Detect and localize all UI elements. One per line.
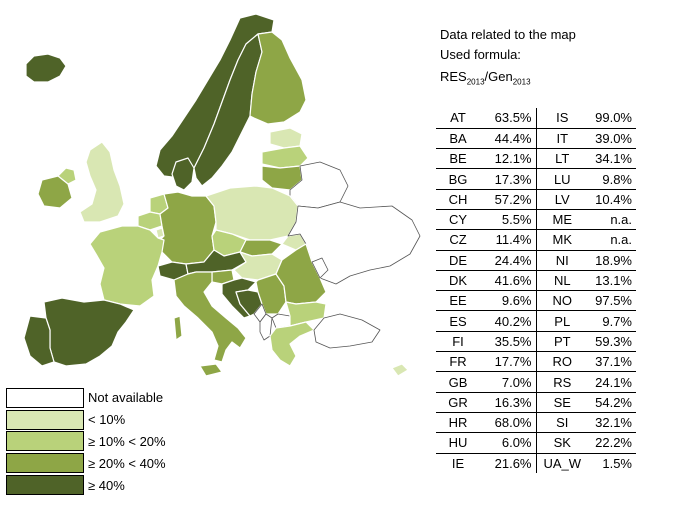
country-code: NI xyxy=(536,250,588,270)
country-code: GR xyxy=(436,392,480,412)
country-code: RS xyxy=(536,372,588,392)
share-value: 54.2% xyxy=(588,392,636,412)
country-code: UA_W xyxy=(536,453,588,473)
share-value: 37.1% xyxy=(588,352,636,372)
country-code: LU xyxy=(536,169,588,189)
table-row xyxy=(436,189,636,209)
share-value: 99.0% xyxy=(588,108,636,128)
table-row xyxy=(436,149,636,169)
legend-label: ≥ 20% < 40% xyxy=(88,455,166,471)
country-code: IS xyxy=(536,108,588,128)
country-code: BE xyxy=(436,149,480,169)
share-value: 17.7% xyxy=(480,352,536,372)
table-row xyxy=(436,331,636,351)
country-code: CY xyxy=(436,209,480,229)
region-gb xyxy=(80,142,124,222)
country-code: FR xyxy=(436,352,480,372)
share-value: 39.0% xyxy=(588,128,636,148)
legend-swatch xyxy=(6,410,84,430)
legend-item xyxy=(6,431,206,453)
country-code: IT xyxy=(536,128,588,148)
region-lv xyxy=(262,146,308,168)
table-row xyxy=(436,169,636,189)
legend-swatch xyxy=(6,388,84,408)
share-value: 13.1% xyxy=(588,270,636,290)
share-value: 24.1% xyxy=(588,372,636,392)
country-code: EE xyxy=(436,291,480,311)
share-value: 18.9% xyxy=(588,250,636,270)
share-value: 1.5% xyxy=(602,455,632,471)
country-code: SI xyxy=(536,412,588,432)
share-value: 9.6% xyxy=(480,291,536,311)
legend-label: ≥ 40% xyxy=(88,477,125,493)
region-ee xyxy=(270,128,302,148)
region-gr xyxy=(270,322,314,366)
table-row xyxy=(436,209,636,229)
region-cy xyxy=(392,364,408,376)
formula-heading: Used formula: xyxy=(440,47,521,62)
share-value: 6.0% xyxy=(480,433,536,453)
table-row xyxy=(436,453,636,473)
country-code: ME xyxy=(536,209,588,229)
share-value: 63.5% xyxy=(480,108,536,128)
legend-item xyxy=(6,387,206,409)
share-value: 32.1% xyxy=(588,412,636,432)
share-value: 16.3% xyxy=(480,392,536,412)
region-tr xyxy=(314,314,380,348)
table-row xyxy=(436,230,636,250)
country-code: BG xyxy=(436,169,480,189)
country-code: PL xyxy=(536,311,588,331)
country-code: MK xyxy=(536,230,588,250)
table-row xyxy=(436,352,636,372)
table-row xyxy=(436,108,636,128)
table-row xyxy=(436,128,636,148)
country-code: FI xyxy=(436,331,480,351)
share-value: 21.6% xyxy=(494,455,532,471)
formula-denominator: /Gen xyxy=(484,69,513,84)
share-value: 9.8% xyxy=(588,169,636,189)
country-code: HU xyxy=(436,433,480,453)
table-row xyxy=(436,311,636,331)
country-code: CZ xyxy=(436,230,480,250)
share-value: 35.5% xyxy=(480,331,536,351)
share-value: 24.4% xyxy=(480,250,536,270)
country-code: CH xyxy=(436,189,480,209)
data-table xyxy=(436,108,636,473)
table-row xyxy=(436,291,636,311)
share-value: 5.5% xyxy=(480,209,536,229)
formula-numerator-year: 2013 xyxy=(466,77,485,87)
share-value: 12.1% xyxy=(480,149,536,169)
share-value: 7.0% xyxy=(480,372,536,392)
legend-swatch xyxy=(6,475,84,495)
legend-label: < 10% xyxy=(88,412,126,428)
country-code: SE xyxy=(536,392,588,412)
formula-numerator: RES xyxy=(440,69,467,84)
country-code: SK xyxy=(536,433,588,453)
country-code: IE xyxy=(451,455,465,471)
share-value: 17.3% xyxy=(480,169,536,189)
country-code: ES xyxy=(436,311,480,331)
legend xyxy=(6,387,206,496)
country-code: GB xyxy=(436,372,480,392)
share-value: n.a. xyxy=(588,209,636,229)
legend-item xyxy=(6,452,206,474)
country-code: LV xyxy=(536,189,588,209)
table-row xyxy=(436,433,636,453)
country-code: BA xyxy=(436,128,480,148)
region-it-sicily xyxy=(200,364,222,376)
country-code: HR xyxy=(436,412,480,432)
legend-swatch xyxy=(6,431,84,451)
share-value: 9.7% xyxy=(588,311,636,331)
share-value: 59.3% xyxy=(588,331,636,351)
formula-denominator-year: 2013 xyxy=(512,77,531,87)
data-heading: Data related to the map xyxy=(440,27,576,42)
legend-swatch xyxy=(6,453,84,473)
country-code: RO xyxy=(536,352,588,372)
share-value: 40.2% xyxy=(480,311,536,331)
table-row xyxy=(436,392,636,412)
table-row xyxy=(436,250,636,270)
table-row xyxy=(436,270,636,290)
share-value: 22.2% xyxy=(588,433,636,453)
share-value: 41.6% xyxy=(480,270,536,290)
share-value: 34.1% xyxy=(588,149,636,169)
legend-label: ≥ 10% < 20% xyxy=(88,433,166,449)
share-value: n.a. xyxy=(588,230,636,250)
share-value: 10.4% xyxy=(588,189,636,209)
country-code: LT xyxy=(536,149,588,169)
region-it-sardinia xyxy=(174,316,182,340)
table-row xyxy=(436,372,636,392)
share-value: 44.4% xyxy=(480,128,536,148)
region-is xyxy=(26,54,66,82)
legend-label: Not available xyxy=(88,390,164,406)
country-code: PT xyxy=(536,331,588,351)
country-code: NO xyxy=(536,291,588,311)
formula-text xyxy=(440,70,531,87)
legend-item xyxy=(6,474,206,496)
region-fr xyxy=(90,226,164,306)
country-code: DK xyxy=(436,270,480,290)
country-code: AT xyxy=(436,108,480,128)
share-value: 57.2% xyxy=(480,189,536,209)
share-value: 97.5% xyxy=(588,291,636,311)
region-de xyxy=(160,192,216,264)
share-value: 68.0% xyxy=(480,412,536,432)
share-value: 11.4% xyxy=(480,230,536,250)
country-code: DE xyxy=(436,250,480,270)
country-code: NL xyxy=(536,270,588,290)
table-row xyxy=(436,412,636,432)
europe-map xyxy=(0,0,425,390)
region-es xyxy=(44,298,134,366)
region-dk xyxy=(172,158,194,190)
legend-item xyxy=(6,409,206,431)
